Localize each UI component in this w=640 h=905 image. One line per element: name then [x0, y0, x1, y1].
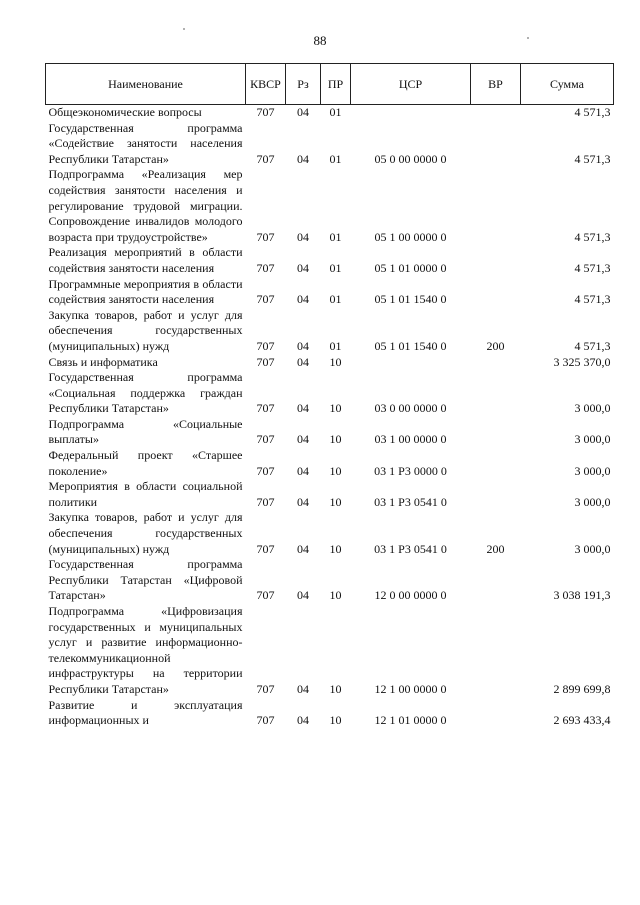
- row-name: Государственная программа «Содействие занятости населения Республики Татарстан»: [48, 120, 243, 166]
- row-rz: 04: [297, 713, 309, 728]
- header-vr: ВР: [471, 64, 521, 105]
- row-rz: 04: [297, 432, 309, 447]
- row-rz: 04: [297, 229, 309, 244]
- budget-table: [45, 63, 614, 729]
- row-sum: 4 571,3: [574, 292, 611, 307]
- row-name: Подпрограмма «Реализация мер содействия занятости населения и регулирование трудовой миграции. Сопровождение инвалидов молодого возраста при трудоустройстве»: [48, 167, 243, 244]
- row-name: Государственная программа Республики Татарстан «Цифровой Татарстан»: [48, 557, 243, 603]
- row-pr: 01: [329, 151, 342, 166]
- row-csr: 05 1 01 1540 0: [374, 338, 447, 353]
- row-csr: 05 1 01 0000 0: [374, 260, 447, 275]
- row-vr: [471, 167, 521, 245]
- row-vr: [471, 370, 521, 417]
- row-name: Развитие и эксплуатация информационных и: [48, 697, 243, 728]
- table-row: [46, 121, 614, 168]
- row-rz: 04: [297, 292, 309, 307]
- row-kvsr: 707: [256, 494, 275, 509]
- row-kvsr: 707: [256, 713, 275, 728]
- row-pr: 10: [329, 432, 342, 447]
- row-pr: 01: [329, 229, 342, 244]
- row-sum: 3 000,0: [574, 541, 611, 556]
- row-csr: 12 0 00 0000 0: [374, 588, 447, 603]
- row-sum: 3 000,0: [574, 494, 611, 509]
- row-kvsr: 707: [256, 432, 275, 447]
- row-kvsr: 707: [256, 354, 275, 369]
- row-csr: 12 1 01 0000 0: [374, 713, 447, 728]
- row-csr: 03 1 P3 0541 0: [374, 541, 447, 556]
- row-rz: 04: [297, 260, 309, 275]
- table-header-row: [46, 64, 614, 105]
- row-vr: [471, 245, 521, 276]
- header-rz: Рз: [286, 64, 321, 105]
- row-rz: 04: [297, 151, 309, 166]
- row-kvsr: 707: [256, 151, 275, 166]
- row-name: Закупка товаров, работ и услуг для обеспечения государственных (муниципальных) нужд: [48, 510, 243, 556]
- row-vr: [471, 698, 521, 729]
- row-kvsr: 707: [256, 260, 275, 275]
- row-name: Подпрограмма «Цифровизация государственных и муниципальных услуг и развитие информационно-телекоммуникационной инфраструктуры на территории Республики Татарстан»: [48, 604, 243, 696]
- row-sum: 4 571,3: [574, 260, 611, 275]
- row-kvsr: 707: [256, 401, 275, 416]
- row-pr: 10: [329, 354, 342, 369]
- row-csr: 03 0 00 0000 0: [374, 401, 447, 416]
- table-row: [46, 355, 614, 371]
- row-kvsr: 707: [256, 541, 275, 556]
- table-row: [46, 370, 614, 417]
- row-csr: 05 0 00 0000 0: [374, 151, 447, 166]
- row-name: Общеэкономические вопросы: [48, 105, 202, 119]
- row-csr: 03 1 P3 0541 0: [374, 494, 447, 509]
- row-sum: 2 693 433,4: [553, 713, 611, 728]
- header-pr: ПР: [321, 64, 351, 105]
- row-vr: [471, 479, 521, 510]
- row-csr: 05 1 00 0000 0: [374, 229, 447, 244]
- row-csr: 03 1 00 0000 0: [374, 432, 447, 447]
- row-vr: [471, 557, 521, 604]
- row-sum: 4 571,3: [574, 151, 611, 166]
- row-kvsr: 707: [256, 338, 275, 353]
- table-row: [46, 167, 614, 245]
- row-pr: 10: [329, 681, 342, 696]
- row-name: Реализация мероприятий в области содействия занятости населения: [48, 245, 243, 275]
- row-sum: 4 571,3: [574, 229, 611, 244]
- row-vr: [471, 417, 521, 448]
- table-row: [46, 557, 614, 604]
- row-pr: 10: [329, 541, 342, 556]
- row-vr: 200: [486, 541, 505, 556]
- row-vr: [471, 448, 521, 479]
- row-vr: [471, 604, 521, 698]
- row-csr: 05 1 01 1540 0: [374, 292, 447, 307]
- row-kvsr: 707: [256, 229, 275, 244]
- row-sum: 2 899 699,8: [553, 681, 611, 696]
- row-rz: 04: [297, 338, 309, 353]
- row-pr: 01: [329, 105, 342, 119]
- row-pr: 10: [329, 713, 342, 728]
- row-kvsr: 707: [256, 463, 275, 478]
- row-vr: [471, 105, 521, 121]
- page-number: 88: [313, 33, 327, 48]
- table-row: [46, 417, 614, 448]
- header-kvsr: КВСР: [246, 64, 286, 105]
- row-name: Закупка товаров, работ и услуг для обеспечения государственных (муниципальных) нужд: [48, 307, 243, 353]
- row-rz: 04: [297, 105, 309, 119]
- table-row: [46, 604, 614, 698]
- table-row: [46, 105, 614, 121]
- row-name: Программные мероприятия в области содействия занятости населения: [48, 276, 243, 307]
- row-vr: [471, 121, 521, 168]
- table-row: [46, 698, 614, 729]
- row-rz: 04: [297, 354, 309, 369]
- scan-speck: [527, 37, 529, 39]
- row-pr: 10: [329, 401, 342, 416]
- row-pr: 01: [329, 292, 342, 307]
- row-sum: 3 038 191,3: [553, 588, 611, 603]
- row-sum: 4 571,3: [574, 105, 611, 119]
- header-sum: Сумма: [521, 64, 614, 105]
- table-row: [46, 448, 614, 479]
- row-sum: 4 571,3: [574, 338, 611, 353]
- header-name: Наименование: [46, 64, 246, 105]
- row-sum: 3 000,0: [574, 432, 611, 447]
- row-vr: [471, 355, 521, 371]
- row-csr: [351, 355, 471, 371]
- row-rz: 04: [297, 588, 309, 603]
- row-pr: 10: [329, 463, 342, 478]
- row-kvsr: 707: [256, 588, 275, 603]
- row-rz: 04: [297, 401, 309, 416]
- row-pr: 01: [329, 260, 342, 275]
- row-rz: 04: [297, 494, 309, 509]
- row-pr: 10: [329, 588, 342, 603]
- row-csr: [351, 105, 471, 121]
- row-sum: 3 000,0: [574, 401, 611, 416]
- row-vr: [471, 277, 521, 308]
- row-rz: 04: [297, 681, 309, 696]
- row-pr: 01: [329, 338, 342, 353]
- row-name: Государственная программа «Социальная поддержка граждан Республики Татарстан»: [48, 370, 243, 416]
- table-row: [46, 277, 614, 308]
- row-rz: 04: [297, 463, 309, 478]
- row-kvsr: 707: [256, 105, 275, 119]
- row-csr: 03 1 P3 0000 0: [374, 463, 447, 478]
- table-row: [46, 245, 614, 276]
- header-csr: ЦСР: [351, 64, 471, 105]
- row-vr: 200: [486, 338, 505, 353]
- row-kvsr: 707: [256, 681, 275, 696]
- row-kvsr: 707: [256, 292, 275, 307]
- row-pr: 10: [329, 494, 342, 509]
- table-row: [46, 479, 614, 510]
- row-csr: 12 1 00 0000 0: [374, 681, 447, 696]
- row-name: Подпрограмма «Социальные выплаты»: [48, 416, 243, 447]
- scan-speck: [183, 28, 185, 30]
- table-row: [46, 308, 614, 355]
- table-row: [46, 510, 614, 557]
- row-sum: 3 000,0: [574, 463, 611, 478]
- row-name: Связь и информатика: [48, 354, 158, 369]
- row-name: Мероприятия в области социальной политики: [48, 479, 243, 509]
- row-name: Федеральный проект «Старшее поколение»: [48, 448, 243, 478]
- row-sum: 3 325 370,0: [553, 354, 611, 369]
- row-rz: 04: [297, 541, 309, 556]
- table-body: [46, 105, 614, 729]
